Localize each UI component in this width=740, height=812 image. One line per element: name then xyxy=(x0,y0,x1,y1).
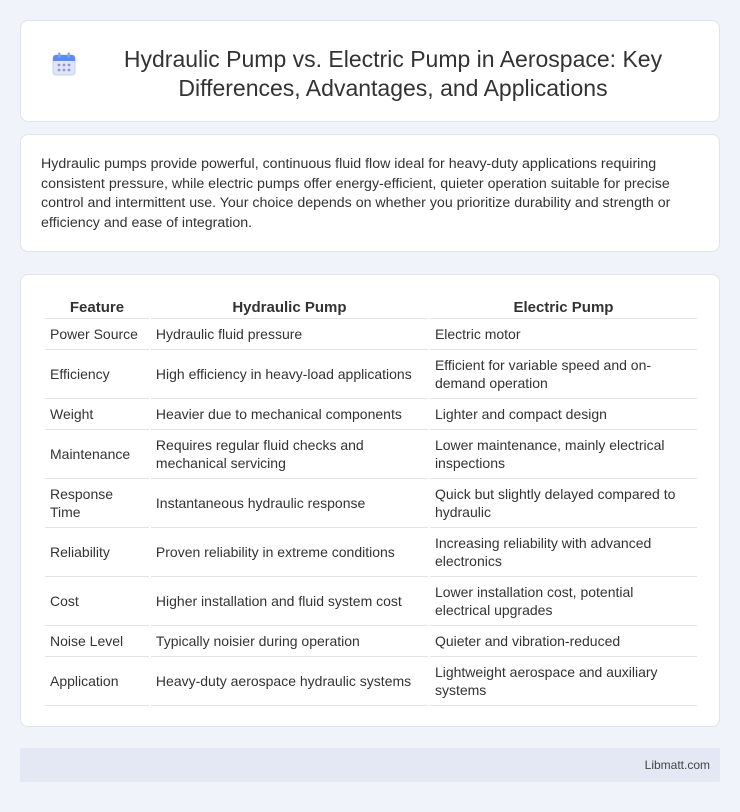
electric-cell: Quieter and vibration-reduced xyxy=(430,626,697,657)
hydraulic-cell: Instantaneous hydraulic response xyxy=(151,479,428,528)
hydraulic-cell: Typically noisier during operation xyxy=(151,626,428,657)
feature-cell: Efficiency xyxy=(45,350,149,399)
title-wrap xyxy=(21,21,719,103)
feature-cell: Power Source xyxy=(45,319,149,350)
table-row xyxy=(45,577,697,626)
footer-brand: Libmatt.com xyxy=(644,758,710,772)
title-card xyxy=(20,20,720,122)
table-row xyxy=(45,430,697,479)
header-hydraulic: Hydraulic Pump xyxy=(151,295,428,319)
comparison-table xyxy=(43,295,699,706)
calendar-icon xyxy=(51,51,77,77)
electric-cell: Electric motor xyxy=(430,319,697,350)
table-row xyxy=(45,626,697,657)
intro-paragraph: Hydraulic pumps provide powerful, continuous fluid flow ideal for heavy-duty applications requiring consistent pressure, while electric pumps offer energy-efficient, quieter operation suitable for precise control and intermittent use. Your choice depends on whether you prioritize durability and strength or efficiency and ease of integration. xyxy=(41,156,671,231)
table-row xyxy=(45,657,697,706)
feature-cell: Application xyxy=(45,657,149,706)
electric-cell: Efficient for variable speed and on-demand operation xyxy=(430,350,697,399)
header-electric: Electric Pump xyxy=(430,295,697,319)
electric-cell: Lower maintenance, mainly electrical inspections xyxy=(430,430,697,479)
table-row xyxy=(45,528,697,577)
electric-cell: Lower installation cost, potential electrical upgrades xyxy=(430,577,697,626)
page-title: Hydraulic Pump vs. Electric Pump in Aerospace: Key Differences, Advantages, and Applications xyxy=(123,46,663,101)
electric-cell: Lightweight aerospace and auxiliary systems xyxy=(430,657,697,706)
hydraulic-cell: Heavy-duty aerospace hydraulic systems xyxy=(151,657,428,706)
hydraulic-cell: Proven reliability in extreme conditions xyxy=(151,528,428,577)
feature-cell: Noise Level xyxy=(45,626,149,657)
electric-cell: Lighter and compact design xyxy=(430,399,697,430)
table-row xyxy=(45,399,697,430)
feature-cell: Reliability xyxy=(45,528,149,577)
intro-card xyxy=(20,134,720,252)
hydraulic-cell: Requires regular fluid checks and mechanical servicing xyxy=(151,430,428,479)
table-row xyxy=(45,350,697,399)
feature-cell: Weight xyxy=(45,399,149,430)
hydraulic-cell: Heavier due to mechanical components xyxy=(151,399,428,430)
header-feature: Feature xyxy=(45,295,149,319)
electric-cell: Increasing reliability with advanced electronics xyxy=(430,528,697,577)
electric-cell: Quick but slightly delayed compared to hydraulic xyxy=(430,479,697,528)
hydraulic-cell: Hydraulic fluid pressure xyxy=(151,319,428,350)
feature-cell: Maintenance xyxy=(45,430,149,479)
table-row xyxy=(45,319,697,350)
hydraulic-cell: High efficiency in heavy-load applications xyxy=(151,350,428,399)
hydraulic-cell: Higher installation and fluid system cost xyxy=(151,577,428,626)
comparison-card xyxy=(20,274,720,727)
table-row xyxy=(45,479,697,528)
feature-cell: Response Time xyxy=(45,479,149,528)
table-header-row xyxy=(45,295,697,319)
feature-cell: Cost xyxy=(45,577,149,626)
footer-bar xyxy=(20,748,720,782)
